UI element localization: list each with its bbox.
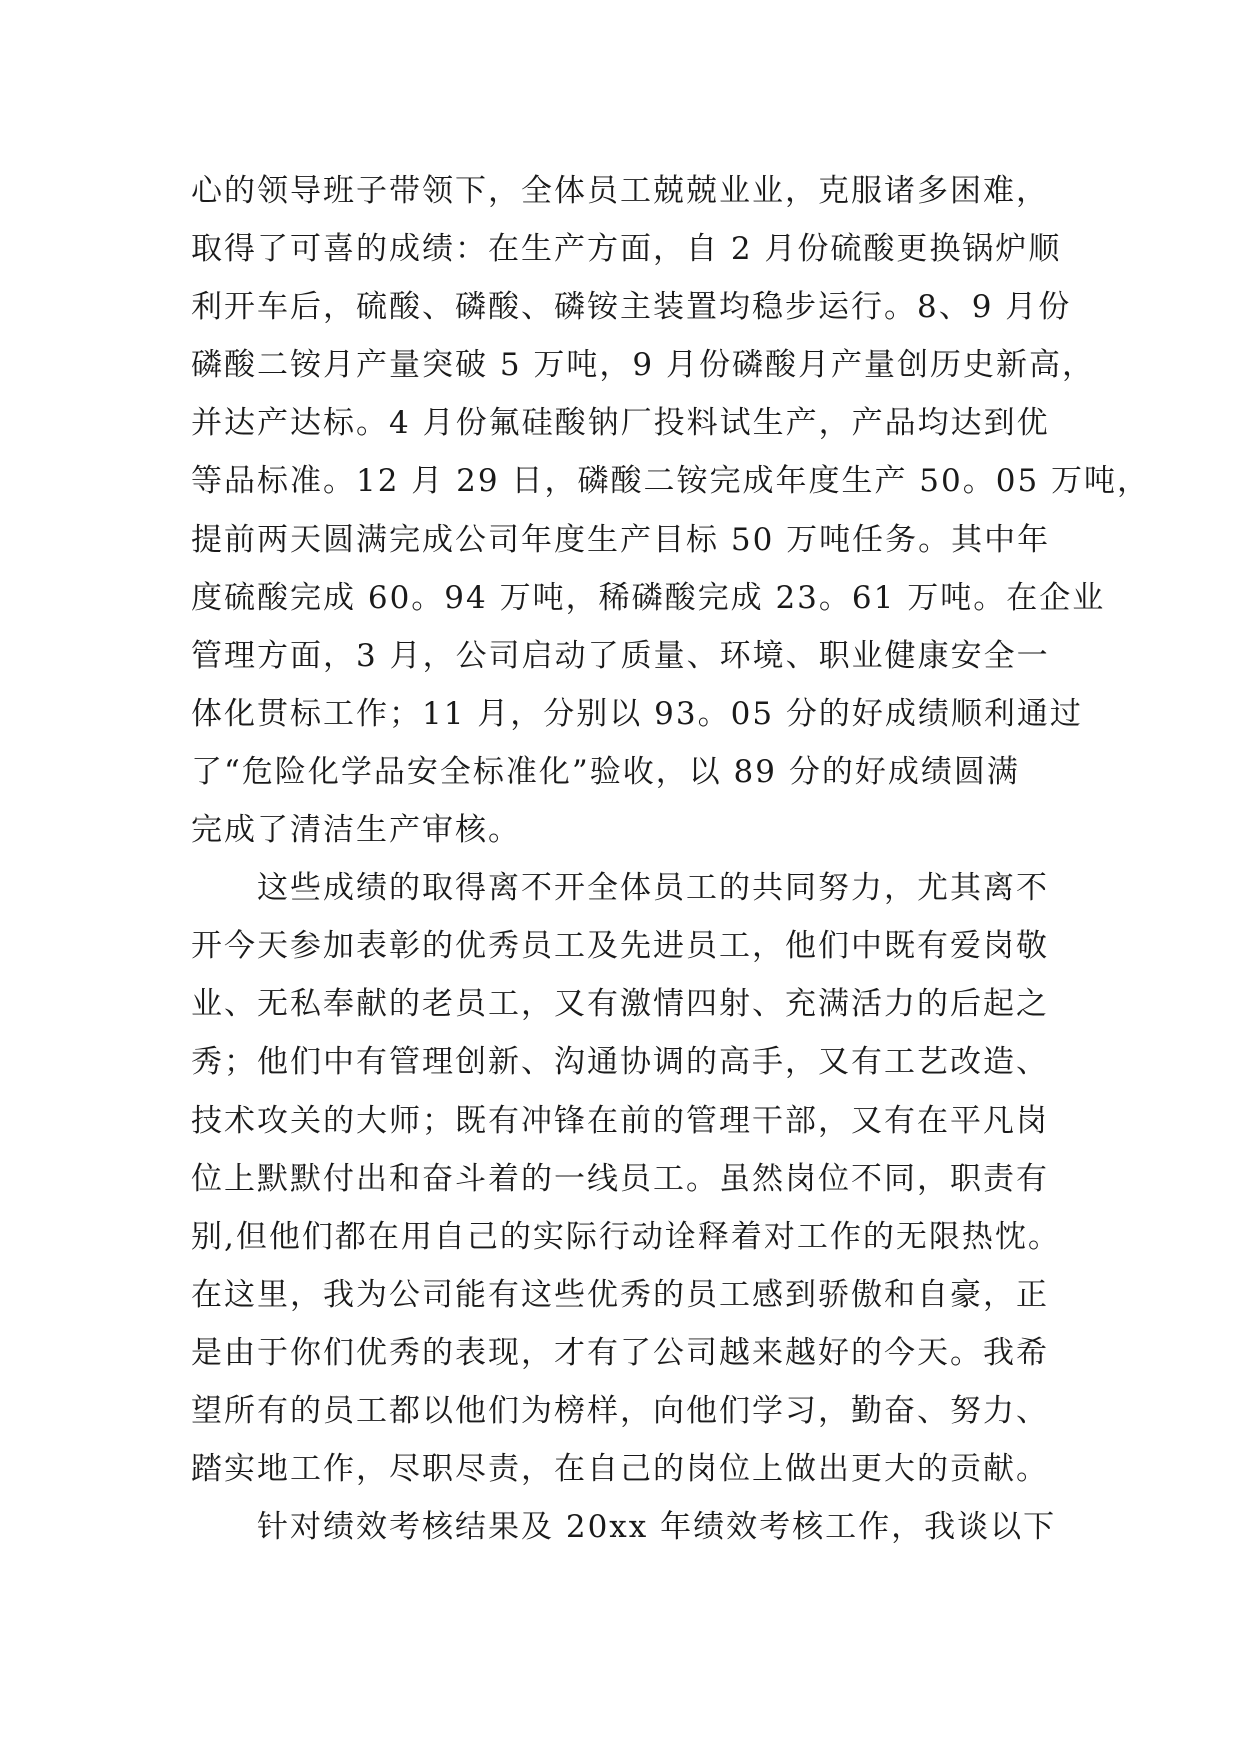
text-line: 了“危险化学品安全标准化”验收，以 89 分的好成绩圆满 [191, 753, 1020, 790]
text-line: 踏实地工作，尽职尽责，在自己的岗位上做出更大的贡献。 [191, 1451, 1049, 1488]
text-line: 在这里，我为公司能有这些优秀的员工感到骄傲和自豪，正 [191, 1276, 1049, 1313]
text-line: 技术攻关的大师；既有冲锋在前的管理干部，又有在平凡岗 [191, 1102, 1049, 1139]
text-line: 并达产达标。4 月份氟硅酸钠厂投料试生产，产品均达到优 [191, 405, 1050, 442]
text-line: 开今天参加表彰的优秀员工及先进员工，他们中既有爱岗敬 [191, 928, 1049, 965]
text-line: 度硫酸完成 60。94 万吨，稀磷酸完成 23。61 万吨。在企业 [191, 579, 1106, 616]
text-line: 磷酸二铵月产量突破 5 万吨，9 月份磷酸月产量创历史新高， [191, 347, 1096, 384]
text-line: 针对绩效考核结果及 20xx 年绩效考核工作，我谈以下 [191, 1509, 1057, 1546]
text-line: 业、无私奉献的老员工，又有激情四射、充满活力的后起之 [191, 986, 1049, 1023]
text-line: 取得了可喜的成绩：在生产方面，自 2 月份硫酸更换锅炉顺 [191, 231, 1062, 268]
text-line: 望所有的员工都以他们为榜样，向他们学习，勤奋、努力、 [191, 1392, 1049, 1429]
text-line: 是由于你们优秀的表现，才有了公司越来越好的今天。我希 [191, 1334, 1049, 1371]
text-line: 体化贯标工作；11 月，分别以 93。05 分的好成绩顺利通过 [191, 695, 1083, 732]
text-line: 完成了清洁生产审核。 [191, 812, 521, 849]
text-line: 别,但他们都在用自己的实际行动诠释着对工作的无限热忱。 [191, 1218, 1061, 1255]
text-line: 管理方面，3 月，公司启动了质量、环境、职业健康安全一 [191, 637, 1050, 674]
text-line: 这些成绩的取得离不开全体员工的共同努力，尤其离不 [191, 870, 1049, 907]
text-line: 秀；他们中有管理创新、沟通协调的高手，又有工艺改造、 [191, 1044, 1049, 1081]
text-line: 位上默默付出和奋斗着的一线员工。虽然岗位不同，职责有 [191, 1160, 1049, 1197]
body-text [191, 162, 1151, 1556]
text-line: 等品标准。12 月 29 日，磷酸二铵完成年度生产 50。05 万吨， [191, 463, 1151, 500]
text-line: 心的领导班子带领下，全体员工兢兢业业，克服诸多困难， [191, 173, 1049, 209]
text-line: 利开车后，硫酸、磷酸、磷铵主装置均稳步运行。8、9 月份 [191, 289, 1072, 326]
text-line: 提前两天圆满完成公司年度生产目标 50 万吨任务。其中年 [191, 521, 1051, 558]
